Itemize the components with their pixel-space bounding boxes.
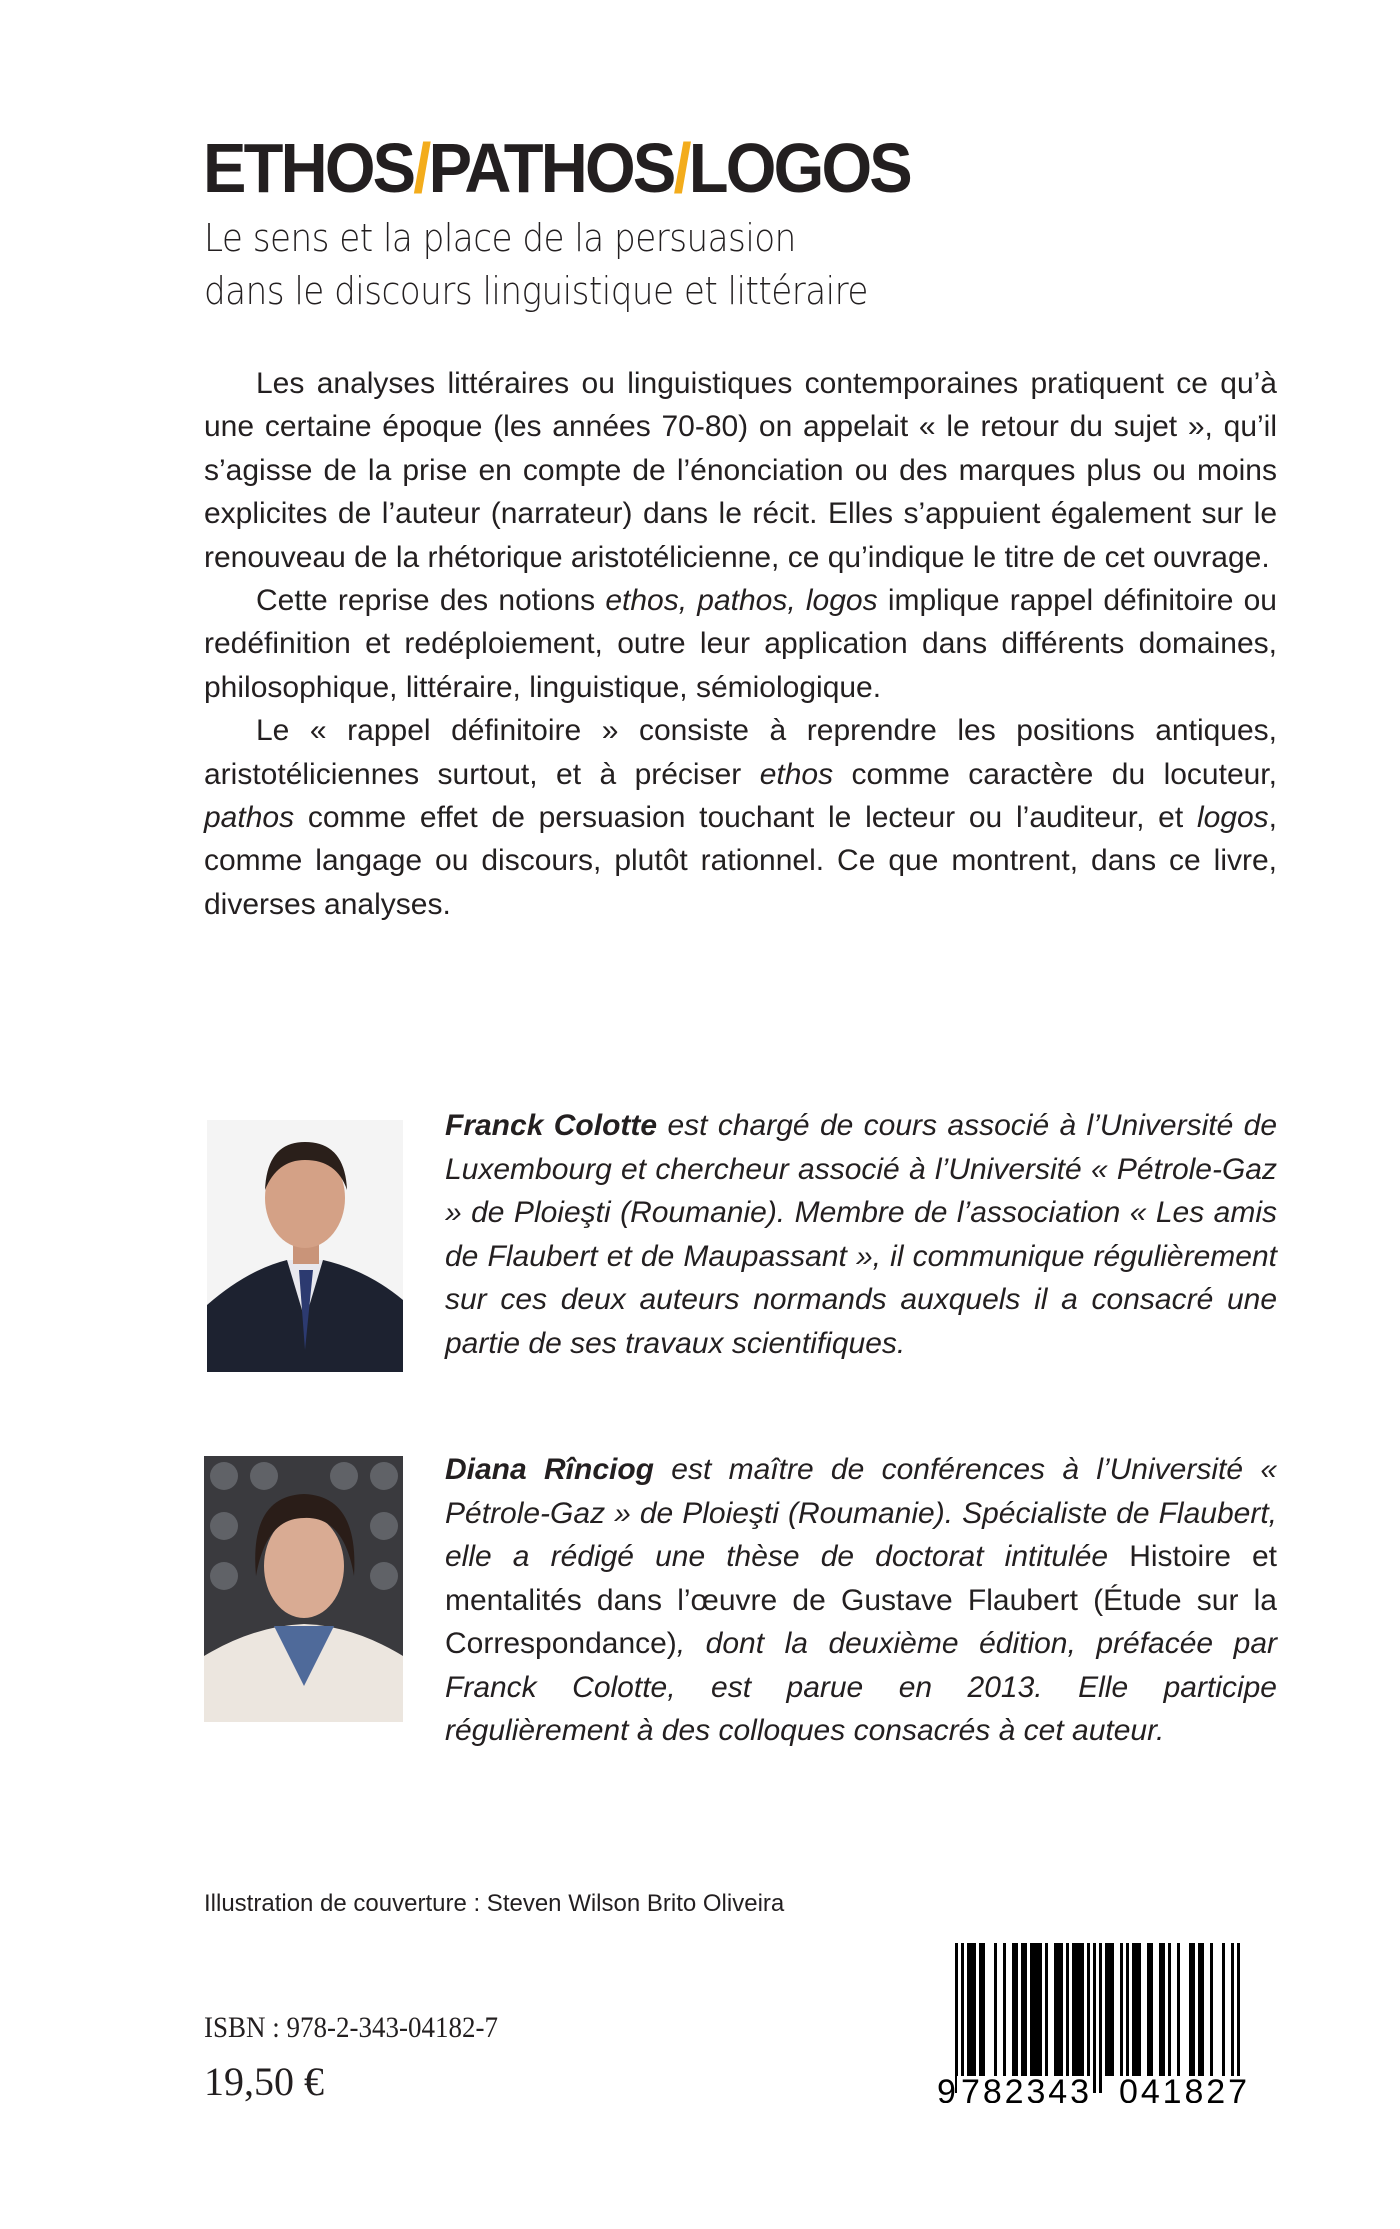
title-ethos: ETHOS [203, 129, 414, 207]
author-photo-diana-rinciog [204, 1456, 403, 1722]
text-segment: implique rappel définitoire ou redéfinition et redéploiement, outre leur application dans différents domaines, philosophique, littéraire, linguistique, sémiologique. [204, 584, 1277, 704]
barcode-bar [1036, 1943, 1039, 2076]
barcode-bar [1021, 1943, 1024, 2076]
barcode-bar [1015, 1943, 1018, 2076]
barcode-digits-left: 782343 [961, 2073, 1089, 2103]
barcode-bar [1231, 1943, 1234, 2093]
title-pathos: PATHOS [428, 129, 674, 207]
title-slash: / [673, 129, 689, 207]
barcode-bar [1159, 1943, 1162, 2076]
isbn: ISBN : 978-2-343-04182-7 [204, 2011, 498, 2044]
barcode-bar [1150, 1943, 1153, 2076]
barcode-bar [1087, 1943, 1090, 2076]
italic-term: ethos, pathos, logos [605, 584, 878, 618]
barcode-bar [1072, 1943, 1075, 2076]
italic-term: logos [1196, 801, 1269, 835]
text-segment: Les analyses littéraires ou linguistiques contemporaines pratiquent ce qu’à une certaine époque (les années 70-80) on appelait « le retour du sujet », qu’il s’agisse de la prise en compte de l’énonciation ou des marques plus ou moins explicites de l’auteur (narrateur) dans le récit. Elles s’appuient également sur le renouveau de la rhétorique aristotélicienne, ce qu’indique le titre de cet ouvrage. [204, 367, 1277, 574]
author-bio-text: est chargé de cours associé à l’Université de Luxembourg et chercheur associé à l’Université « Pétrole-Gaz » de Ploieşti (Roumanie). Membre de l’association « Les amis de Flaubert et de Maupassant », il communique régulièrement sur ces deux auteurs normands auxquels il a consacré une partie de ses travaux scientifiques. [445, 1109, 1278, 1360]
price: 19,50 € [204, 2059, 324, 2104]
barcode-bar [1081, 1943, 1084, 2076]
barcode-bar [1039, 1943, 1042, 2076]
barcode-bar [1138, 1943, 1141, 2076]
barcode-bar [1126, 1943, 1129, 2076]
barcode-bar [1147, 1943, 1150, 2076]
text-segment: Cette reprise des notions [256, 584, 606, 618]
barcode [935, 1943, 1285, 2103]
barcode-bar [961, 1943, 964, 2093]
barcode-digit-first: 9 [937, 2073, 956, 2103]
book-title [203, 128, 910, 208]
barcode-bar [1198, 1943, 1201, 2076]
barcode-bar [973, 1943, 976, 2076]
barcode-bar [1132, 1943, 1135, 2076]
cover-illustration-credit: Illustration de couverture : Steven Wilson Brito Oliveira [204, 1890, 785, 1917]
barcode-bar [979, 1943, 982, 2076]
barcode-bar [1162, 1943, 1165, 2076]
barcode-bar [1078, 1943, 1081, 2076]
barcode-bar [1111, 1943, 1114, 2076]
summary-paragraph [204, 362, 1277, 579]
barcode-bar [955, 1943, 958, 2093]
barcode-bar [1192, 1943, 1195, 2076]
barcode-bar [1060, 1943, 1063, 2076]
author-bio-diana-rinciog [445, 1448, 1277, 1753]
barcode-bar [1120, 1943, 1123, 2076]
barcode-bar [1057, 1943, 1060, 2076]
author-bio-franck-colotte [445, 1104, 1277, 1365]
subtitle-line-1: Le sens et la place de la persuasion [204, 216, 796, 260]
summary-paragraph [204, 579, 1277, 709]
summary-paragraph [204, 709, 1277, 926]
text-segment: , comme langage ou discours, plutôt rationnel. Ce que montrent, dans ce livre, diverses analyses. [204, 801, 1277, 921]
summary-text [204, 362, 1277, 926]
barcode-bar [1201, 1943, 1204, 2076]
barcode-bar [994, 1943, 997, 2076]
barcode-bar [1237, 1943, 1240, 2093]
thesis-title: Histoire et mentalités dans l’œuvre de Gustave Flaubert (Étude sur la Correspondance) [445, 1540, 1277, 1660]
italic-term: ethos [759, 757, 834, 791]
barcode-bar [1012, 1943, 1015, 2076]
barcode-bar [1108, 1943, 1111, 2076]
subtitle-line-2: dans le discours linguistique et littéraire [204, 269, 868, 313]
barcode-bar [982, 1943, 985, 2076]
barcode-bar [1135, 1943, 1138, 2076]
barcode-bar [1045, 1943, 1048, 2076]
barcode-bar [1222, 1943, 1225, 2076]
author-bio-text: est maître de conférences à l’Université « Pétrole-Gaz » de Ploieşti (Roumanie). Spécialiste de Flaubert, elle a rédigé une thèse de doctorat intitulée [445, 1453, 1277, 1573]
barcode-bar [1033, 1943, 1036, 2076]
barcode-bar [1099, 1943, 1102, 2093]
barcode-bar [967, 1943, 970, 2076]
subtitle [204, 212, 868, 318]
barcode-bar [1003, 1943, 1006, 2076]
barcode-bar [1105, 1943, 1108, 2076]
author-name: Diana Rînciog [445, 1453, 654, 1486]
title-slash: / [413, 129, 429, 207]
barcode-digits-right: 041827 [1119, 2073, 1247, 2103]
barcode-bar [1210, 1943, 1213, 2076]
barcode-bar [970, 1943, 973, 2076]
author-bio-text: , dont la deuxième édition, préfacée par Franck Colotte, est parue en 2013. Elle participe régulièrement à des colloques consacrés à cet auteur. [445, 1627, 1277, 1747]
text-segment: comme caractère du locuteur, [833, 757, 1277, 791]
barcode-bar [1075, 1943, 1078, 2076]
author-name: Franck Colotte [445, 1109, 658, 1142]
barcode-bar [1030, 1943, 1033, 2076]
barcode-bar [1168, 1943, 1171, 2076]
text-segment: Le « rappel définitoire » consiste à reprendre les positions antiques, aristotéliciennes surtout, et à préciser [204, 714, 1277, 791]
text-segment: comme effet de persuasion touchant le lecteur ou l’auditeur, et [294, 801, 1197, 835]
author-photo-franck-colotte [207, 1120, 403, 1372]
barcode-bar [1054, 1943, 1057, 2076]
italic-term: pathos [204, 801, 295, 835]
title-logos: LOGOS [688, 129, 910, 207]
barcode-bar [1189, 1943, 1192, 2076]
barcode-bar [1024, 1943, 1027, 2076]
barcode-bar [1066, 1943, 1069, 2076]
barcode-bar [1177, 1943, 1180, 2076]
barcode-bar [1093, 1943, 1096, 2093]
